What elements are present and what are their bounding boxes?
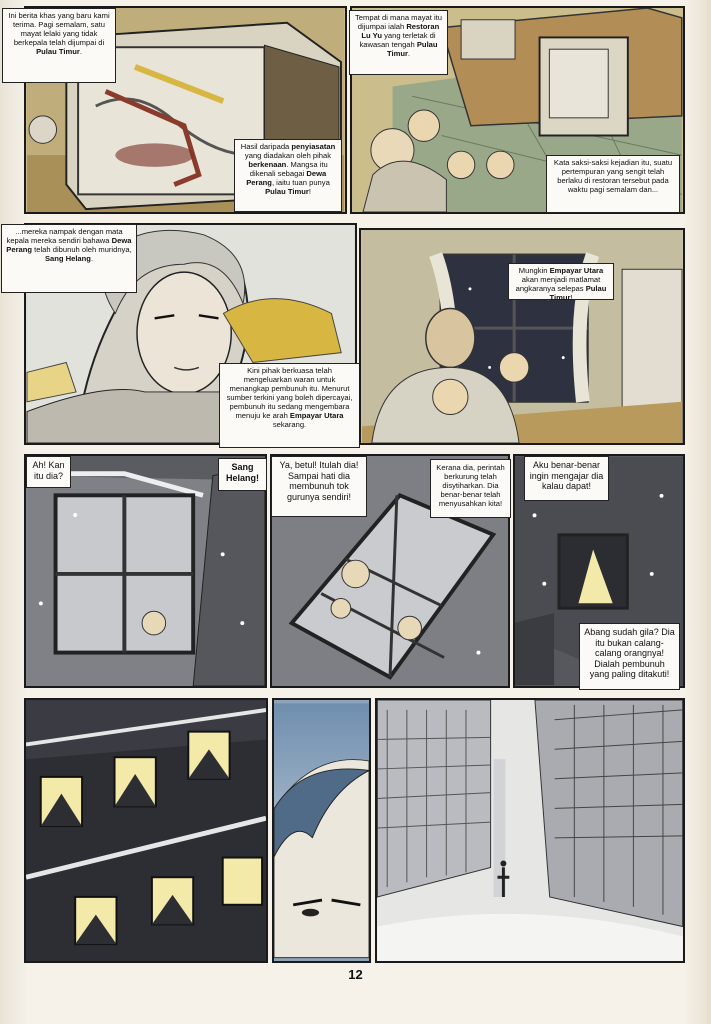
panel-closeup-eyes	[272, 698, 371, 963]
caption-restaurant-location: Tempat di mana mayat itu dijumpai ialah Restoran Lu Yu yang terletak di kawasan tengah Pulau Timur.	[349, 10, 448, 75]
panel-family-window	[359, 228, 685, 445]
caption-victim-identified: Hasil daripada penyiasatan yang diadakan oleh pihak berkenaan. Mangsa itu dikenali sebagai Dewa Perang, iaitu tuan punya Pulau Timur!	[234, 139, 342, 212]
night-building-art	[26, 700, 266, 961]
family-window-art	[361, 230, 683, 443]
panel-night-building	[24, 698, 268, 963]
street-walk-art	[377, 700, 683, 961]
closeup-eyes-art	[274, 700, 369, 961]
caption-news-body-found: Ini berita khas yang baru kami terima. Pagi semalam, satu mayat lelaki yang tidak berkepala telah dijumpai di Pulau Timur.	[2, 8, 116, 83]
caption-witness-account: Kata saksi-saksi kejadian itu, suatu pertempuran yang sengit telah berlaku di restoran tersebut pada waktu pagi semalam dan...	[546, 155, 680, 213]
caption-northern-empire-target: Mungkin Empayar Utara akan menjadi matlamat angkaranya selepas Pulau Timur!	[508, 263, 614, 300]
speech-bubble-killed-his-master: Ya, betul! Itulah dia! Sampai hati dia membunuh tok gurunya sendiri!	[271, 456, 367, 517]
speech-bubble-is-that-him: Ah! Kan itu dia?	[26, 456, 71, 488]
caption-arrest-warrant: Kini pihak berkuasa telah mengeluarkan waran untuk menangkap pembunuh itu. Menurut sumber terkini yang boleh dipercayai, pembunuh itu sedang mengembara menuju ke arah Empayar Utara sekarang.	[219, 363, 360, 448]
speech-bubble-curfew-declared: Kerana dia, perintah berkurung telah disytiharkan. Dia benar-benar telah menyusahkan kita!	[430, 459, 511, 518]
caption-witnesses-saw-murder: ...mereka nampak dengan mata kepala mereka sendiri bahawa Dewa Perang telah dibunuh oleh muridnya, Sang Helang.	[1, 224, 137, 293]
speech-bubble-most-feared-killer: Abang sudah gila? Dia itu bukan calang-calang orangnya! Dialah pembunuh yang paling ditakuti!	[579, 623, 680, 690]
speech-bubble-teach-him-lesson: Aku benar-benar ingin mengajar dia kalau dapat!	[524, 456, 609, 501]
panel-street-walk	[375, 698, 685, 963]
speech-bubble-sang-helang: Sang Helang!	[218, 458, 267, 491]
page-number: 12	[348, 967, 363, 982]
